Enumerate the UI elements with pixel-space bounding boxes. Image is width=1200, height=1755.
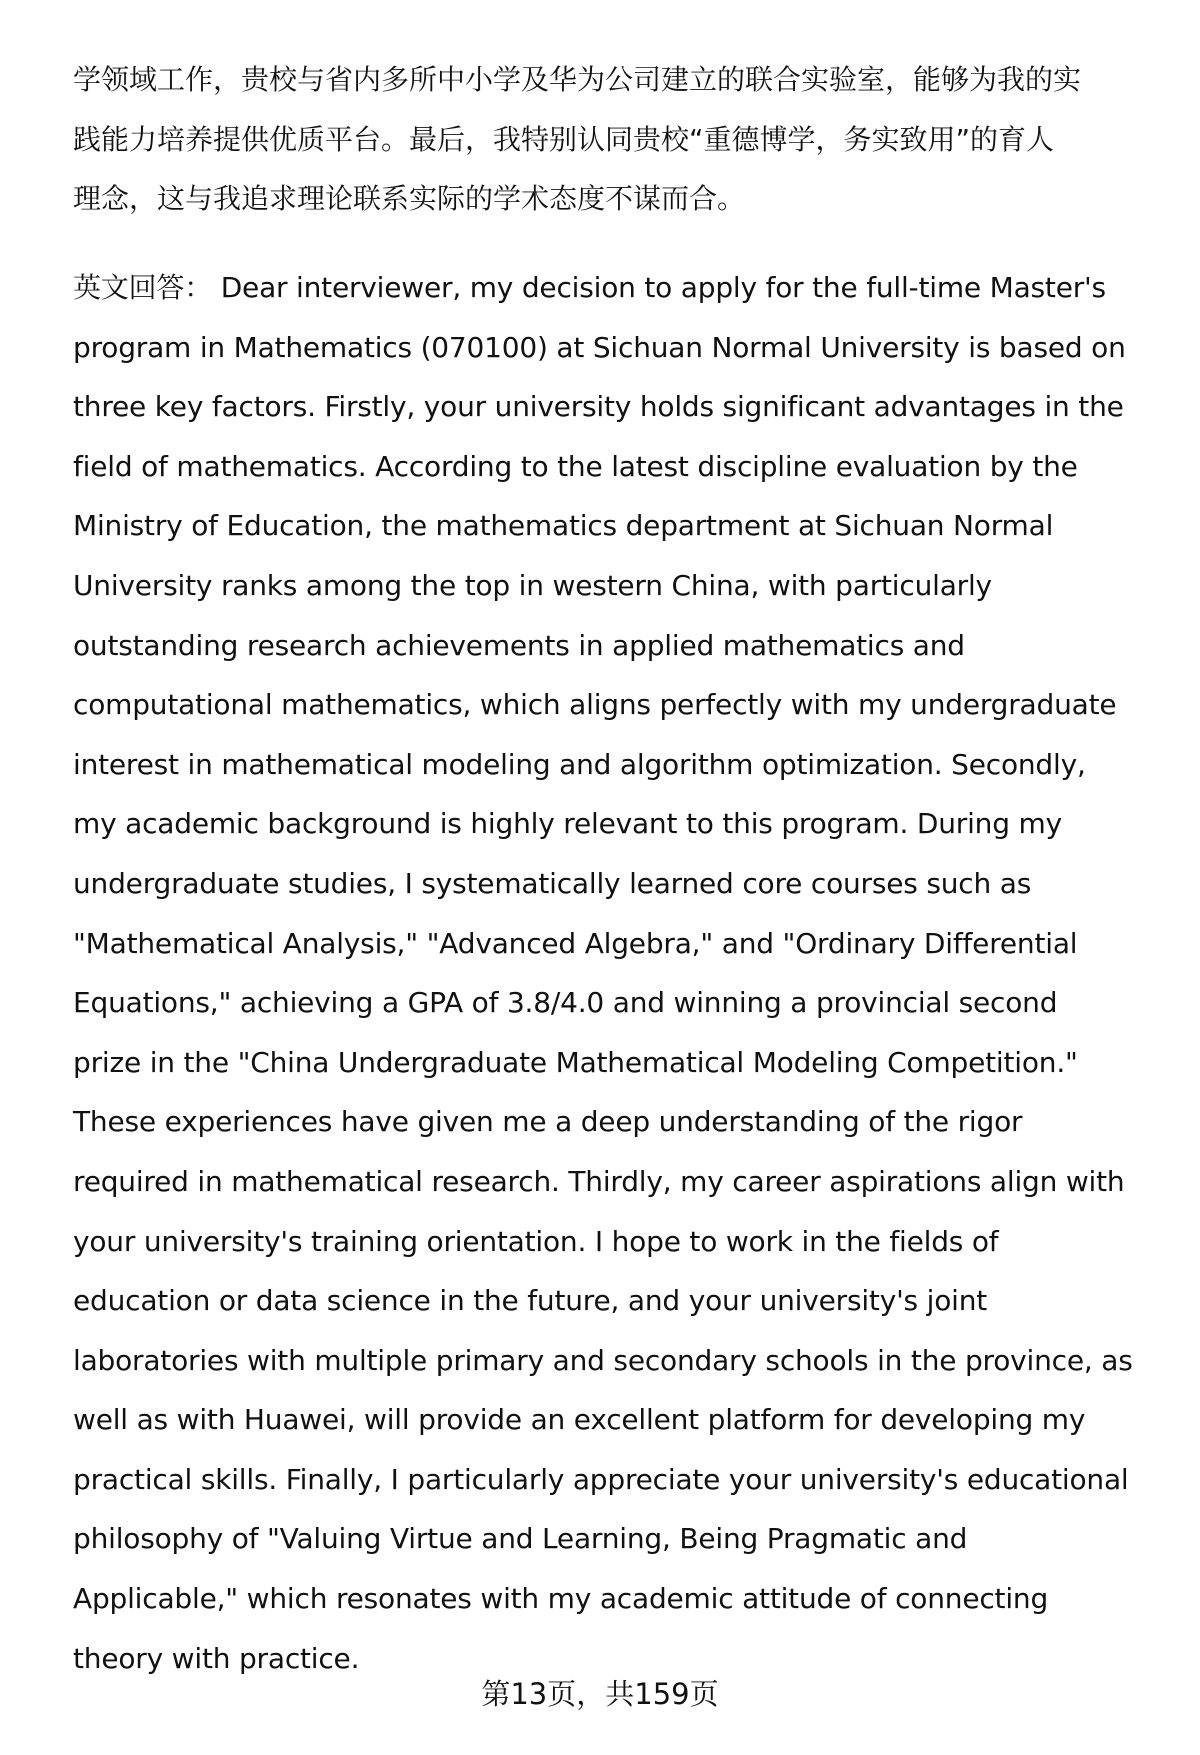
text-line: three key factors. Firstly, your university holds significant advantages in the: [73, 390, 1124, 424]
text-line: philosophy of "Valuing Virtue and Learning, Being Pragmatic and: [73, 1522, 968, 1556]
text-line: University ranks among the top in western China, with particularly: [73, 568, 992, 602]
text-line: field of mathematics. According to the latest discipline evaluation by the: [73, 449, 1078, 483]
text-line: program in Mathematics (070100) at Sichuan Normal University is based on: [73, 330, 1126, 364]
text-line: These experiences have given me a deep understanding of the rigor: [73, 1105, 1023, 1139]
text-line: computational mathematics, which aligns perfectly with my undergraduate: [73, 688, 1117, 722]
text-line: prize in the "China Undergraduate Mathematical Modeling Competition.": [73, 1045, 1078, 1079]
text-line: 理念，这与我追求理论联系实际的学术态度不谋而合。: [73, 182, 746, 216]
text-line: undergraduate studies, I systematically learned core courses such as: [73, 866, 1032, 900]
text-line: 学领域工作，贵校与省内多所中小学及华为公司建立的联合实验室，能够为我的实: [73, 63, 1082, 96]
text-line: Applicable," which resonates with my academic attitude of connecting: [73, 1582, 1049, 1616]
text-line: education or data science in the future, and your university's joint: [73, 1284, 988, 1318]
text-line: "Mathematical Analysis," "Advanced Algebra," and "Ordinary Differential: [73, 926, 1078, 960]
text-line: laboratories with multiple primary and secondary schools in the province, as: [73, 1343, 1133, 1377]
text-line: well as with Huawei, will provide an excellent platform for developing my: [73, 1403, 1086, 1437]
text-line: 践能力培养提供优质平台。最后，我特别认同贵校“重德博学，务实致用”的育人: [73, 122, 1055, 156]
page-indicator: 第13页，共159页: [481, 1677, 719, 1711]
text-line: theory with practice.: [73, 1641, 360, 1675]
text-line: my academic background is highly relevant to this program. During my: [73, 807, 1062, 841]
text-line: interest in mathematical modeling and algorithm optimization. Secondly,: [73, 747, 1086, 781]
text-line: Equations," achieving a GPA of 3.8/4.0 and winning a provincial second: [73, 986, 1058, 1020]
chinese-paragraph: [73, 50, 1163, 229]
text-line: practical skills. Finally, I particularly appreciate your university's educational: [73, 1462, 1129, 1496]
text-line: Ministry of Education, the mathematics department at Sichuan Normal: [73, 509, 1054, 543]
text-line: required in mathematical research. Thirdly, my career aspirations align with: [73, 1164, 1125, 1198]
english-answer-paragraph: [73, 258, 1163, 1688]
text-line: outstanding research achievements in applied mathematics and: [73, 628, 965, 662]
text-line: your university's training orientation. I hope to work in the fields of: [73, 1224, 999, 1258]
text-line: 英文回答： Dear interviewer, my decision to apply for the full-time Master's: [73, 271, 1106, 304]
